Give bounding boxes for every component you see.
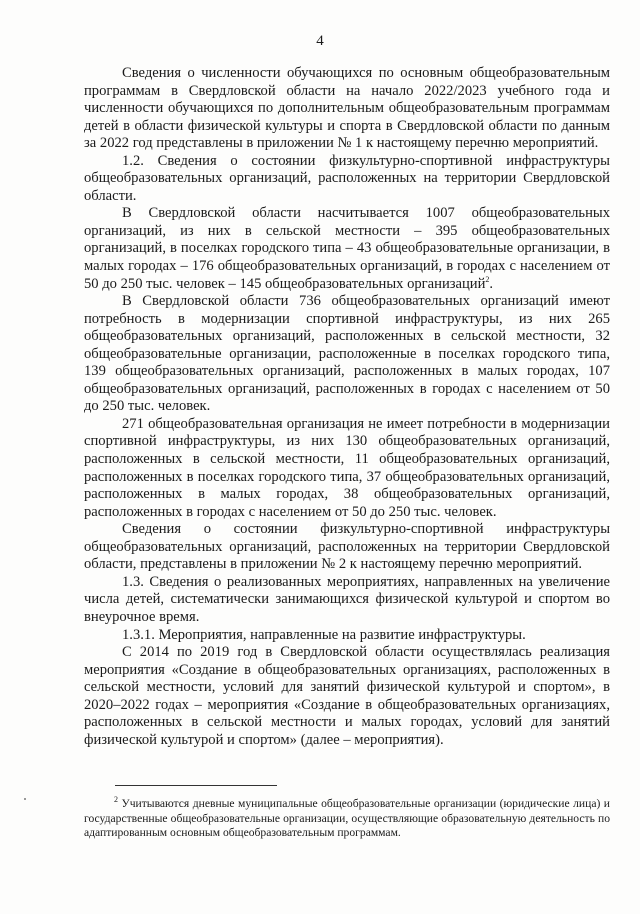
- paragraph-infrastructure-appendix: Сведения о состоянии физкультурно-спортивной инфраструктуры общеобразовательных организаций, расположенных на территории Свердловской области, представлены в приложении № 2 к настоящему перечню мероприятий.: [84, 521, 610, 573]
- paragraph-program-history: С 2014 по 2019 год в Свердловской области осуществлялась реализация мероприятия «Создание в общеобразовательных организациях, расположенных в сельской местности, условий для занятий физической культурой и спортом», в 2020–2022 годах – мероприятия «Создание в общеобразовательных организациях, расположенных в сельской местности и малых городах, условий для занятий физической культурой и спортом» (далее – мероприятия).: [84, 644, 610, 748]
- paragraph-organization-counts-text: В Свердловской области насчитывается 1007 общеобразовательных организаций, из них в сельской местности – 395 общеобразовательных организаций, в поселках городского типа – 43 общеобразовательные организации, в малых городах – 176 общеобразовательных организаций, в городах с населением от 50 до 250 тыс. человек – 145 общеобразовательных организаций: [84, 205, 610, 292]
- footnote-separator: [115, 785, 277, 786]
- scan-artifact: [24, 798, 26, 800]
- footnote-paragraph: [84, 797, 610, 841]
- footnote-marker: 2: [114, 795, 118, 805]
- paragraph-enrollment-info: Сведения о численности обучающихся по основным общеобразовательным программам в Свердловской области на начало 2022/2023 учебного года и численности обучающихся по дополнительным общеобразовательным программам детей в области физической культуры и спорта в Свердловской области по данным за 2022 год представлены в приложении № 1 к настоящему перечню мероприятий.: [84, 65, 610, 152]
- paragraph-modernization-need: В Свердловской области 736 общеобразовательных организаций имеют потребность в модернизации спортивной инфраструктуры, из них 265 общеобразовательных организаций, расположенных в сельской местности, 32 общеобразовательные организации, расположенные в поселках городского типа, 139 общеобразовательных организаций, расположенных в малых городах, 107 общеобразовательных организаций, расположенных в городах с населением от 50 до 250 тыс. человек.: [84, 293, 610, 415]
- paragraph-section-1-3-heading: 1.3. Сведения о реализованных мероприятиях, направленных на увеличение числа детей, систематически занимающихся физической культурой и спортом во внеурочное время.: [84, 573, 610, 625]
- footnote: [84, 797, 610, 841]
- paragraph-section-1-2-heading: 1.2. Сведения о состоянии физкультурно-спортивной инфраструктуры общеобразовательных организаций, расположенных на территории Свердловской области.: [84, 152, 610, 204]
- page-number: 4: [316, 33, 324, 49]
- paragraph-organization-counts-end: .: [489, 275, 494, 292]
- paragraph-organization-counts: [84, 205, 610, 293]
- footnote-text: Учитываются дневные муниципальные общеобразовательные организации (юридические лица) и государственные общеобразовательные организации, осуществляющие образовательную деятельность по адаптированным основным общеобразовательным программам.: [84, 797, 610, 840]
- document-body: [84, 65, 610, 749]
- paragraph-section-1-3-1-heading: 1.3.1. Мероприятия, направленные на развитие инфраструктуры.: [122, 626, 526, 643]
- footnote-reference: 2: [485, 274, 490, 284]
- paragraph-no-modernization-need: 271 общеобразовательная организация не имеет потребности в модернизации спортивной инфраструктуры, из них 130 общеобразовательных организаций, расположенных в сельской местности, 11 общеобразовательных организаций, расположенных в поселках городского типа, 37 общеобразовательных организаций, расположенных в малых городах, 38 общеобразовательных организаций, расположенных в городах с населением от 50 до 250 тыс. человек.: [84, 415, 610, 520]
